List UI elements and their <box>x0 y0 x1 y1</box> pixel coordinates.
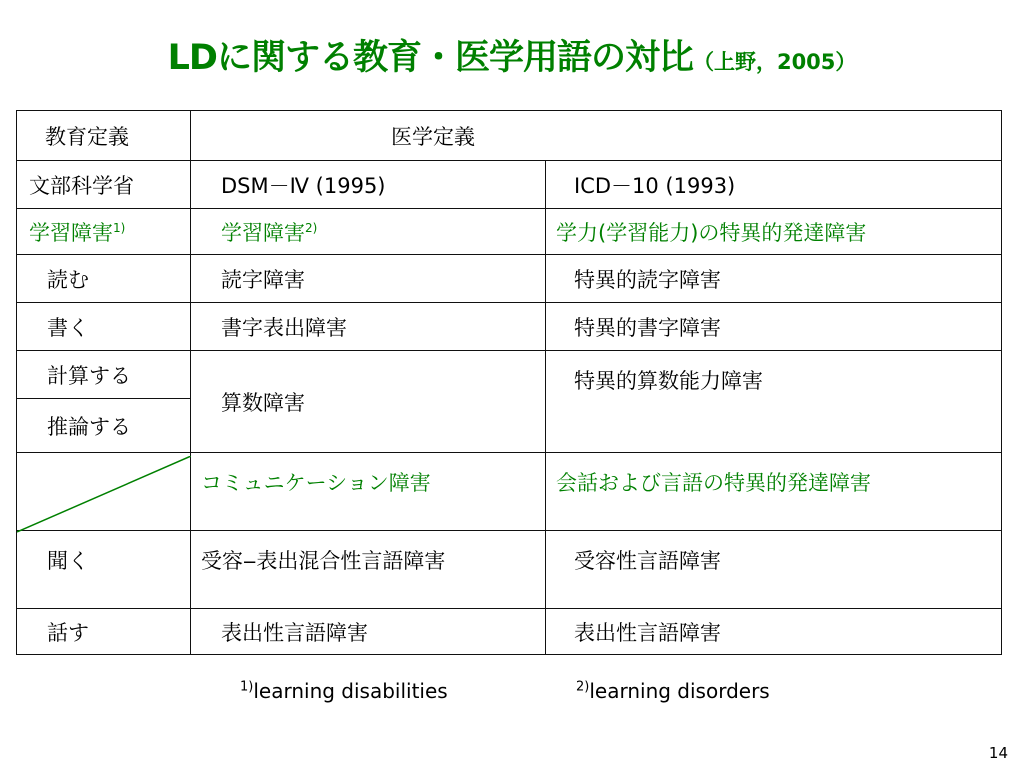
reading-dsm: 読字障害 <box>191 255 546 303</box>
listening-icd: 受容性言語障害 <box>546 531 1002 609</box>
row-speaking <box>17 609 1002 655</box>
listening-dsm: 受容‒表出混合性言語障害 <box>191 531 546 609</box>
reading-education: 読む <box>17 255 191 303</box>
speaking-icd: 表出性言語障害 <box>546 609 1002 655</box>
communication-dsm: コミュニケーション障害 <box>191 453 546 531</box>
term-education: 学習障害$^{1)}$ <box>17 209 191 255</box>
row-listening <box>17 531 1002 609</box>
term-row <box>17 209 1002 255</box>
page-number: 14 <box>988 744 1008 762</box>
row-calculating <box>17 351 1002 399</box>
writing-dsm: 書字表出障害 <box>191 303 546 351</box>
slide-title: LDに関する教育・医学用語の対比（上野，2005） <box>167 38 857 78</box>
footnote-2: $^{2)}$learning disorders <box>576 679 770 703</box>
title-citation: （上野，2005） <box>692 50 857 74</box>
speaking-education: 話す <box>17 609 191 655</box>
source-education: 文部科学省 <box>17 161 191 209</box>
reading-icd: 特異的読字障害 <box>546 255 1002 303</box>
math-dsm: 算数障害 <box>191 351 546 453</box>
header-row <box>17 111 1002 161</box>
writing-education: 書く <box>17 303 191 351</box>
calculating-icd: 特異的算数能力障害 <box>546 351 1002 453</box>
communication-icd: 会話および言語の特異的発達障害 <box>546 453 1002 531</box>
source-icd: ICD－10 (1993) <box>546 161 1002 209</box>
footnote-mark-2: 2) <box>305 220 318 235</box>
term-comparison-table <box>16 110 1002 655</box>
term-dsm: 学習障害$^{2)}$ <box>191 209 546 255</box>
reasoning-education: 推論する <box>17 399 191 453</box>
calculating-education: 計算する <box>17 351 191 399</box>
footnote-mark-1: 1) <box>113 220 126 235</box>
term-icd: 学力(学習能力)の特異的発達障害 <box>546 209 1002 255</box>
row-writing <box>17 303 1002 351</box>
header-education: 教育定義 <box>17 111 191 161</box>
source-row <box>17 161 1002 209</box>
writing-icd: 特異的書字障害 <box>546 303 1002 351</box>
listening-education: 聞く <box>17 531 191 609</box>
speaking-dsm: 表出性言語障害 <box>191 609 546 655</box>
row-reading <box>17 255 1002 303</box>
header-medical: 医学定義 <box>191 111 1002 161</box>
footnote-1: $^{1)}$learning disabilities <box>240 679 448 703</box>
diagonal-line <box>17 456 191 534</box>
source-dsm: DSM－Ⅳ (1995) <box>191 161 546 209</box>
